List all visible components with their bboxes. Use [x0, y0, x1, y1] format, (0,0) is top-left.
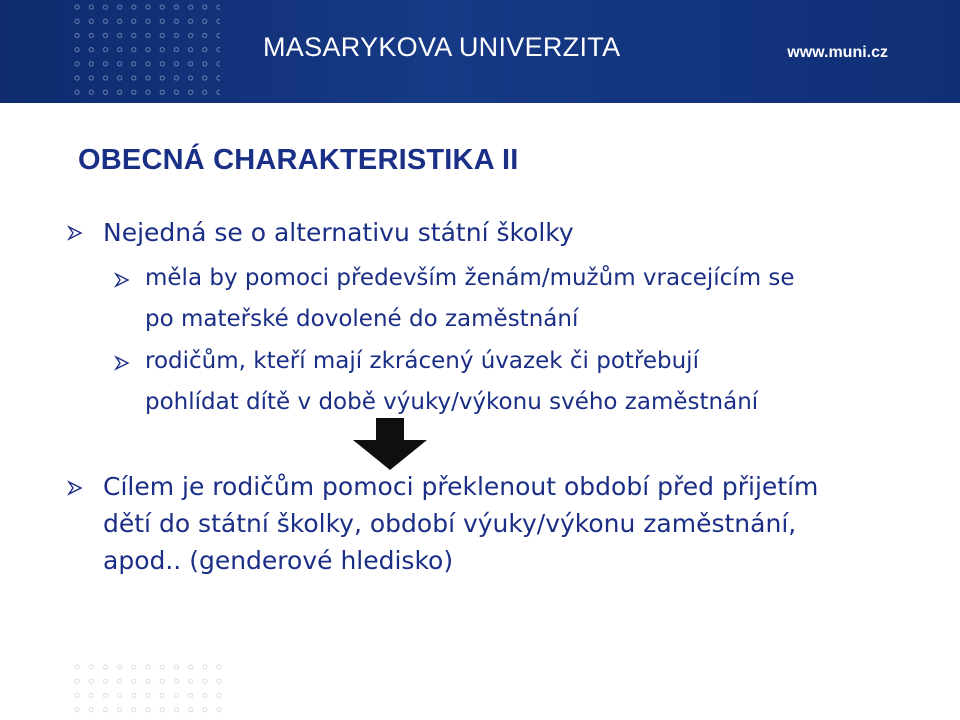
bullet-1-line-1: Nejedná se o alternativu státní školky	[103, 218, 574, 247]
footer-dot-pattern	[70, 660, 225, 720]
bullet-2-line-2: po mateřské dovolené do zaměstnání	[145, 306, 579, 332]
header-bar	[0, 0, 960, 103]
arrowhead-bullet-icon	[114, 355, 130, 371]
arrowhead-bullet-icon	[67, 225, 83, 241]
bullet-4-line-1: Cílem je rodičům pomoci překlenout období před přijetím	[103, 472, 819, 501]
header-dot-pattern	[70, 0, 220, 103]
university-logo-text: MASARYKOVA UNIVERZITA	[263, 32, 621, 62]
bullet-4-line-2: dětí do státní školky, období výuky/výkonu zaměstnání,	[103, 509, 797, 538]
arrowhead-bullet-icon	[67, 480, 83, 496]
arrowhead-bullet-icon	[114, 272, 130, 288]
bullet-3-line-1: rodičům, kteří mají zkrácený úvazek či potřebují	[145, 348, 699, 374]
slide-title: OBECNÁ CHARAKTERISTIKA II	[78, 144, 519, 176]
bullet-4-line-3: apod.. (genderové hledisko)	[103, 546, 454, 575]
website-url: www.muni.cz	[787, 44, 888, 61]
bullet-2-line-1: měla by pomoci především ženám/mužům vracejícím se	[145, 265, 795, 291]
bullet-3-line-2: pohlídat dítě v době výuky/výkonu svého zaměstnání	[145, 389, 759, 415]
down-arrow-icon	[353, 418, 427, 470]
